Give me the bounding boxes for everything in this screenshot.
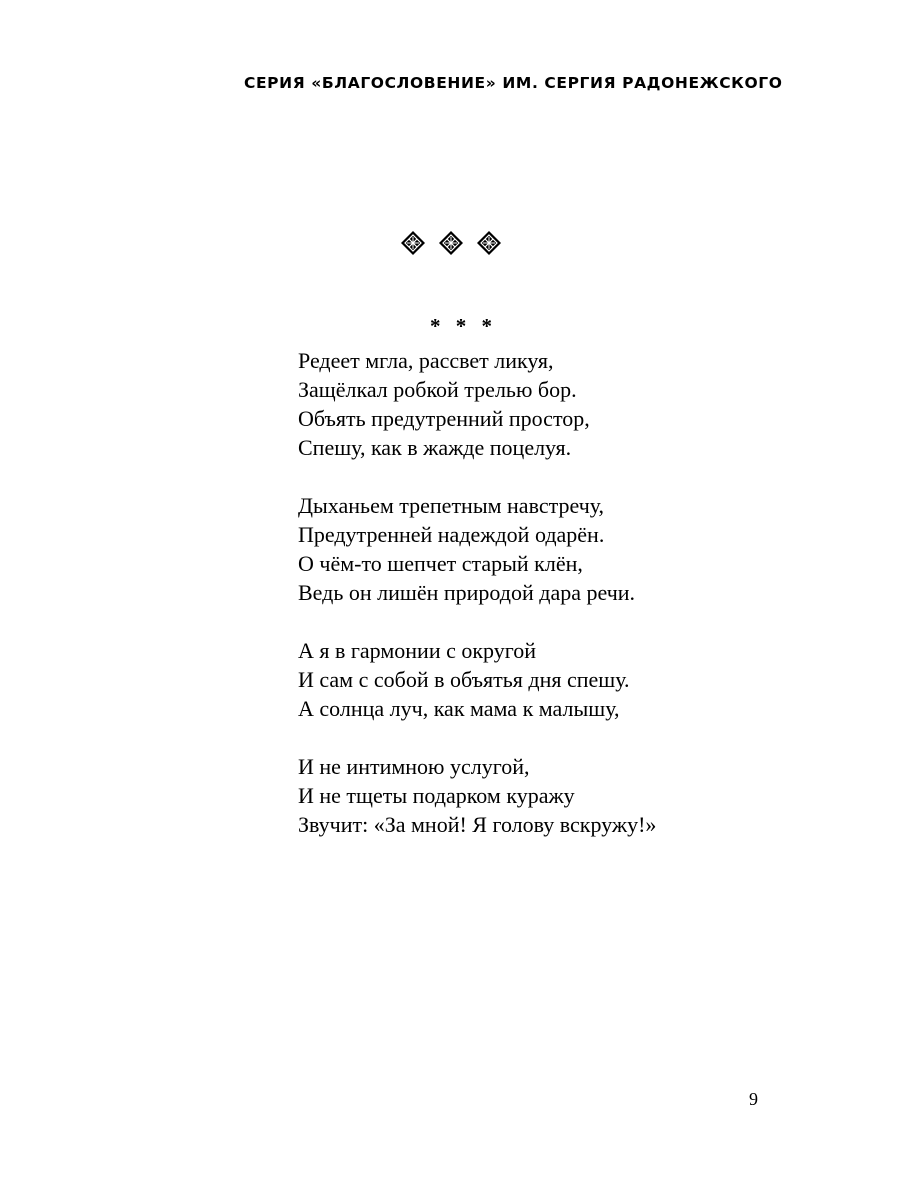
running-header: СЕРИЯ «БЛАГОСЛОВЕНИЕ» ИМ. СЕРГИЯ РАДОНЕЖСКОГО: [244, 74, 783, 92]
diamond-knot-ornament-icon: [476, 230, 502, 256]
poem-line: О чём-то шепчет старый клён,: [298, 551, 583, 576]
poem-line: А я в гармонии с округой: [298, 638, 537, 663]
stanza: [298, 752, 858, 839]
poem-line: А солнца луч, как мама к малышу,: [298, 696, 620, 721]
stanza: [298, 491, 858, 607]
page-number: 9: [749, 1089, 758, 1109]
stanza: [298, 346, 858, 462]
poem-line: И не тщеты подарком куражу: [298, 783, 575, 808]
poem-line: Дыханьем трепетным навстречу,: [298, 493, 605, 518]
poem-separator: * * *: [430, 314, 497, 338]
poem-line: Звучит: «За мной! Я голову вскружу!»: [298, 812, 657, 837]
ornament-divider: [400, 230, 510, 260]
poem-line: Спешу, как в жажде поцелуя.: [298, 435, 572, 460]
poem-line: И сам с собой в объятья дня спешу.: [298, 667, 630, 692]
poem-line: Защёлкал робкой трелью бор.: [298, 377, 577, 402]
diamond-knot-ornament-icon: [438, 230, 464, 256]
diamond-knot-ornament-icon: [400, 230, 426, 256]
poem-line: Ведь он лишён природой дара речи.: [298, 580, 636, 605]
poem-line: Объять предутренний простор,: [298, 406, 590, 431]
poem: [298, 346, 858, 868]
poem-line: Редеет мгла, рассвет ликуя,: [298, 348, 554, 373]
poem-line: Предутренней надеждой одарён.: [298, 522, 605, 547]
poem-line: И не интимною услугой,: [298, 754, 530, 779]
stanza: [298, 636, 858, 723]
